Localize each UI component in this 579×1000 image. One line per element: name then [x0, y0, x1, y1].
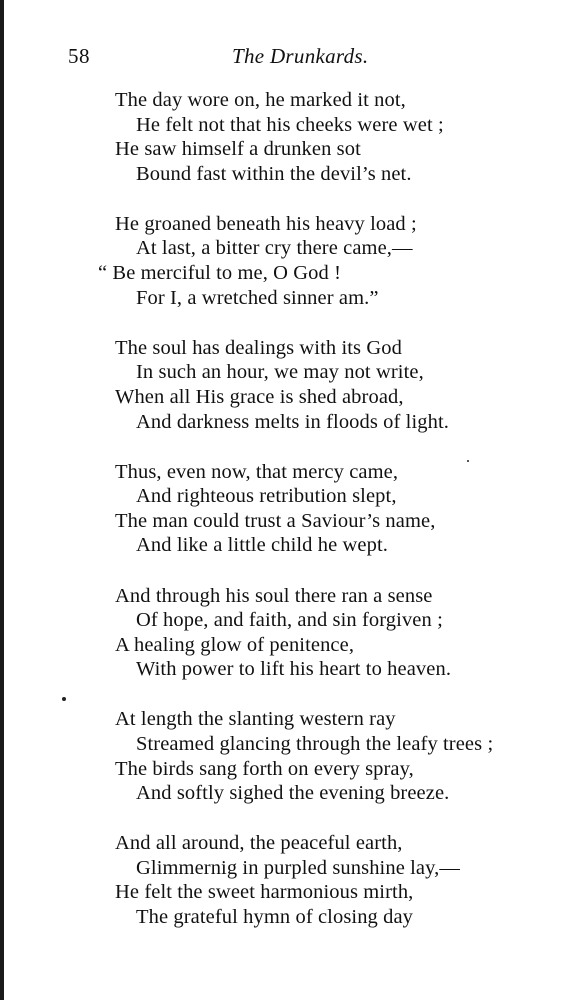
poem-line: When all His grace is shed abroad,	[115, 385, 404, 408]
poem-line: With power to lift his heart to heaven.	[136, 658, 452, 681]
poem-line: At last, a bitter cry there came,—	[136, 237, 413, 260]
stanza-1	[0, 88, 579, 186]
poem-line: And like a little child he wept.	[136, 534, 388, 557]
page-header	[0, 44, 579, 74]
poem-line: Streamed glancing through the leafy trees ;	[136, 732, 494, 755]
poem-line: The grateful hymn of closing day	[136, 906, 414, 929]
poem-line: At length the slanting western ray	[115, 708, 396, 731]
poem-line: And righteous retribution slept,	[136, 485, 397, 508]
print-speck	[62, 697, 66, 701]
poem-line: Of hope, and faith, and sin forgiven ;	[136, 609, 443, 632]
stanza-4	[0, 460, 579, 558]
poem-line: “ Be merciful to me, O God !	[98, 262, 342, 285]
poem-line: He saw himself a drunken sot	[115, 138, 361, 161]
poem-line: For I, a wretched sinner am.”	[136, 286, 379, 309]
poem-line: And all around, the peaceful earth,	[115, 832, 403, 855]
stanza-2	[0, 212, 579, 310]
poem-line: The man could trust a Saviour’s name,	[115, 509, 436, 532]
poem-body	[0, 88, 579, 955]
running-title: The Drunkards.	[232, 44, 369, 68]
poem-line: Glimmernig in purpled sunshine lay,—	[136, 856, 460, 879]
poem-line: He felt not that his cheeks were wet ;	[136, 113, 444, 136]
poem-line: The day wore on, he marked it not,	[115, 89, 406, 111]
poem-line: And darkness melts in floods of light.	[136, 410, 449, 433]
poem-line: A healing glow of penitence,	[115, 633, 355, 656]
poem-line: The soul has dealings with its God	[115, 336, 402, 359]
poem-line: The birds sang forth on every spray,	[115, 757, 414, 780]
poem-line: And softly sighed the evening breeze.	[136, 782, 450, 805]
poem-line: And through his soul there ran a sense	[115, 584, 433, 607]
page-number: 58	[68, 44, 90, 68]
poem-line: He felt the sweet harmonious mirth,	[115, 881, 414, 904]
print-speck	[467, 460, 469, 462]
stanza-6	[0, 707, 579, 805]
stanza-5	[0, 584, 579, 682]
poem-line: In such an hour, we may not write,	[136, 361, 424, 384]
stanza-7	[0, 831, 579, 929]
stanza-3	[0, 336, 579, 434]
poem-line: He groaned beneath his heavy load ;	[115, 212, 417, 235]
poem-line: Thus, even now, that mercy came,	[115, 460, 399, 483]
poem-line: Bound fast within the devil’s net.	[136, 162, 412, 185]
